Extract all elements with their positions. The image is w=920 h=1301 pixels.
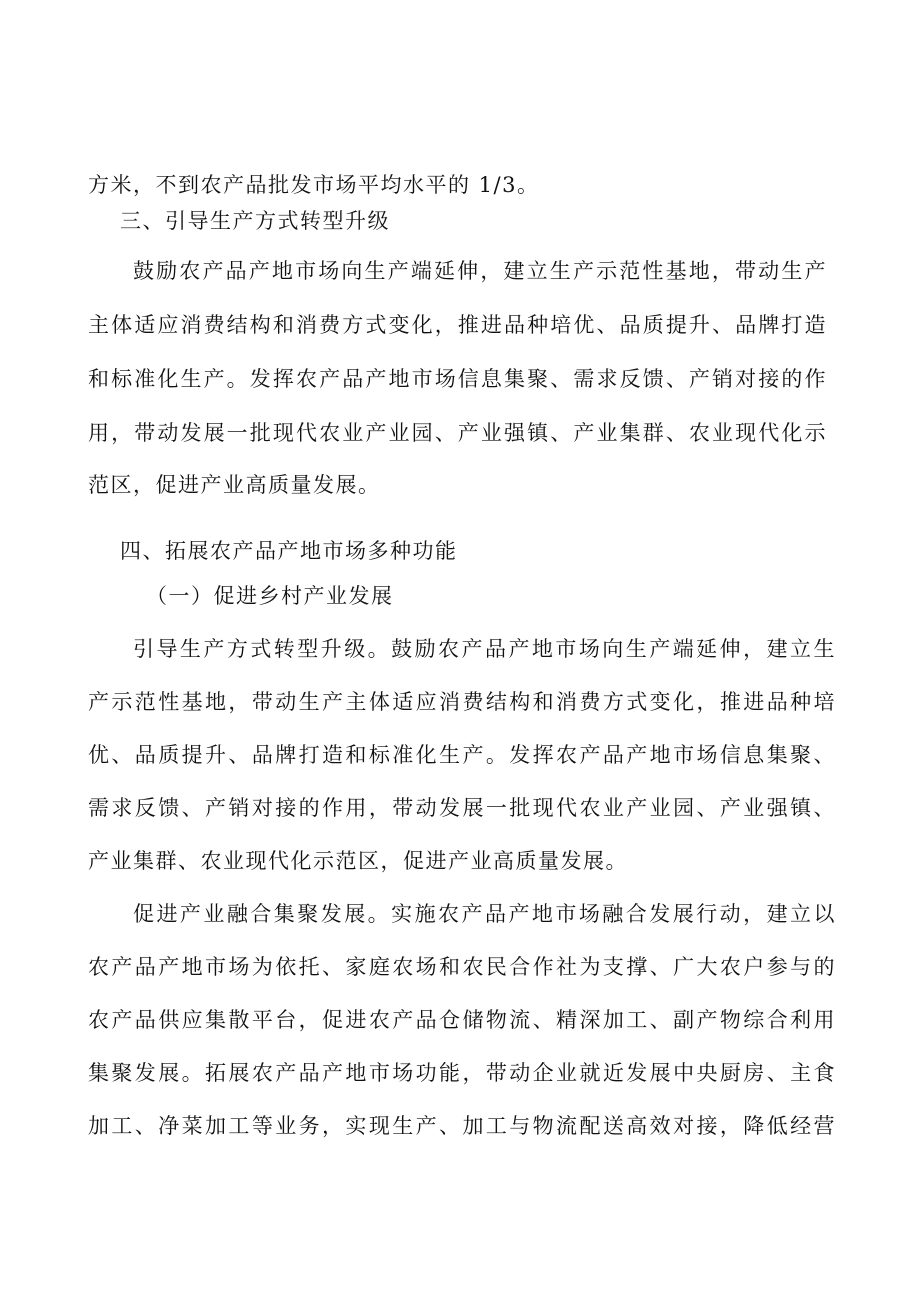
paragraph-line-text: 农产品供应集散平台，促进农产品仓储物流、精深加工、副产物综合利用 bbox=[88, 1008, 836, 1032]
paragraph-line-text: 和标准化生产。发挥农产品产地市场信息集聚、需求反馈、产销对接的作 bbox=[88, 367, 827, 391]
section-4-heading-text: 四、拓展农产品产地市场多种功能 bbox=[120, 539, 458, 563]
subsection-1-heading-text: （一）促进乡村产业发展 bbox=[146, 584, 394, 608]
paragraph-line-text: 农产品产地市场为依托、家庭农场和农民合作社为支撑、广大农户参与的 bbox=[88, 955, 836, 979]
paragraph-line-text: 需求反馈、产销对接的作用，带动发展一批现代农业产业园、产业强镇、 bbox=[88, 796, 836, 820]
paragraph-line-text: 主体适应消费结构和消费方式变化，推进品种培优、品质提升、品牌打造 bbox=[88, 313, 827, 337]
paragraph-line-text: 用，带动发展一批现代农业产业园、产业强镇、产业集群、农业现代化示 bbox=[88, 421, 827, 445]
paragraph-line-text: 产业集群、农业现代化示范区，促进产业高质量发展。 bbox=[88, 849, 628, 873]
paragraph-line-text: 鼓励农产品产地市场向生产端延伸，建立生产示范性基地，带动生产 bbox=[133, 259, 827, 283]
paragraph-line-text: 促进产业融合集聚发展。实施农产品产地市场融合发展行动，建立以 bbox=[133, 902, 836, 926]
paragraph-line-text: 优、品质提升、品牌打造和标准化生产。发挥农产品产地市场信息集聚、 bbox=[88, 743, 836, 767]
paragraph-line-text: 引导生产方式转型升级。鼓励农产品产地市场向生产端延伸，建立生 bbox=[133, 637, 836, 661]
paragraph-line-text: 产示范性基地，带动生产主体适应消费结构和消费方式变化，推进品种培 bbox=[88, 690, 836, 714]
paragraph-line-text: 集聚发展。拓展农产品产地市场功能，带动企业就近发展中央厨房、主食 bbox=[88, 1061, 836, 1085]
intro-tail-text: 方米，不到农产品批发市场平均水平的 1/3。 bbox=[88, 173, 540, 197]
paragraph-line-text: 范区，促进产业高质量发展。 bbox=[88, 473, 381, 497]
section-3-heading-text: 三、引导生产方式转型升级 bbox=[120, 209, 390, 233]
paragraph-line-text: 加工、净菜加工等业务，实现生产、加工与物流配送高效对接，降低经营 bbox=[88, 1114, 836, 1138]
